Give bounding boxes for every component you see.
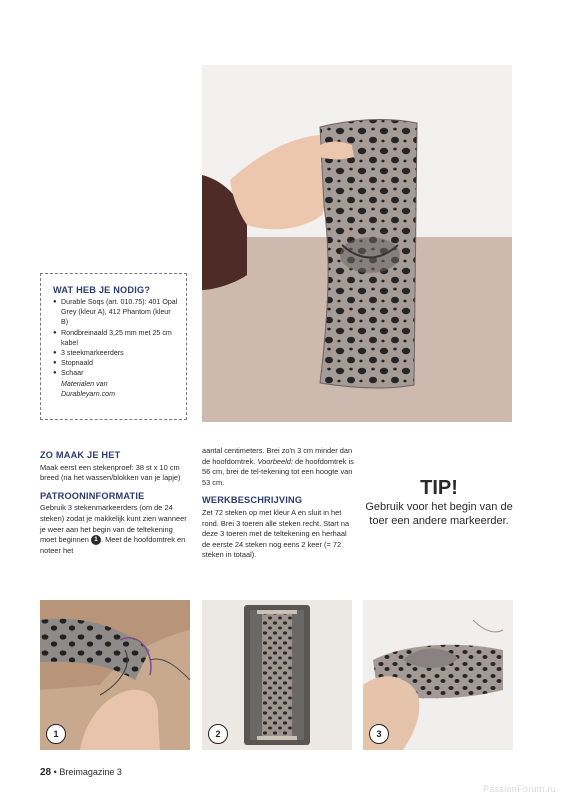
materials-box — [40, 273, 187, 420]
materials-item: ● Stopnaald — [53, 358, 178, 368]
step-photo-1 — [40, 600, 190, 750]
text-column-2 — [202, 446, 354, 561]
materials-item: ● Schaar — [53, 368, 178, 378]
section-text-pattern-info — [40, 503, 190, 556]
materials-item: ● Durable Soqs (art. 010.75): 401 Opal Grey (kleur A), 412 Phantom (kleur B) — [53, 297, 178, 328]
materials-credit-line2: Durableyarn.com — [61, 389, 116, 398]
column2-intro-b: de hoofdomtrek is 56 cm, brei de tel-tekening tot een hoogte van 53 cm. — [202, 456, 354, 487]
pattern-info-text-b: . Meet de hoofdomtrek en noteer het — [40, 535, 186, 555]
photo-number-badge: 1 — [46, 724, 66, 744]
pattern-info-text-a: Gebruik 3 stekenmarkeerders (om de 24 steken) zodat je makkelijk kunt zien wanneer je weer aan het begin van de teltekening moet beginnen — [40, 503, 187, 545]
step-photo-2 — [202, 600, 352, 750]
section-text-gauge: Maak eerst een stekenproef: 38 st x 10 cm breed (na het wassen/blokken van je lapje) — [40, 462, 181, 483]
section-heading-patrooninformatie: PATROONINFORMATIE — [40, 490, 145, 501]
text-column-1 — [40, 450, 190, 556]
magazine-name: Breimagazine 3 — [59, 767, 122, 777]
materials-credit-line1: Materialen van — [61, 379, 108, 388]
step-marker-1: 1 — [91, 535, 101, 545]
materials-heading: WAT HEB JE NODIG? — [53, 285, 151, 295]
photo-number-badge: 3 — [369, 724, 389, 744]
step-photo-3 — [363, 600, 513, 750]
tip-box — [364, 477, 514, 528]
column2-intro — [202, 446, 354, 488]
materials-item: ● Rondbreinaald 3,25 mm met 25 cm kabel — [53, 328, 178, 348]
photo-number-badge: 2 — [208, 724, 228, 744]
page-footer — [40, 767, 122, 778]
materials-list — [53, 297, 178, 379]
section-heading-werkbeschrijving: WERKBESCHRIJVING — [202, 495, 303, 506]
tip-text: Gebruik voor het begin van de toer een andere markeerder. — [365, 501, 513, 527]
tip-title: TIP! — [420, 477, 458, 499]
column2-intro-a: aantal centimeters. Brei zo'n 3 cm minder dan de hoofdomtrek. — [202, 446, 353, 466]
page-number: 28 — [40, 767, 52, 778]
materials-item: ● 3 steekmarkeerders — [53, 348, 178, 358]
watermark: PassionForum.ru — [482, 784, 556, 794]
main-photo-headband — [202, 65, 512, 422]
column2-example-label: Voorbeeld: — [257, 456, 293, 466]
section-heading-zo-maak-je-het: ZO MAAK JE HET — [40, 450, 121, 460]
footer-bullet: • — [53, 767, 57, 777]
section-text-instructions: Zet 72 steken op met kleur A en sluit in het rond. Brei 3 toeren alle steken recht. Start na deze 3 toeren met de teltekening en herhaal de eerste 24 steken nog eens 2 keer (= 72 steken in totaal). — [202, 507, 350, 560]
